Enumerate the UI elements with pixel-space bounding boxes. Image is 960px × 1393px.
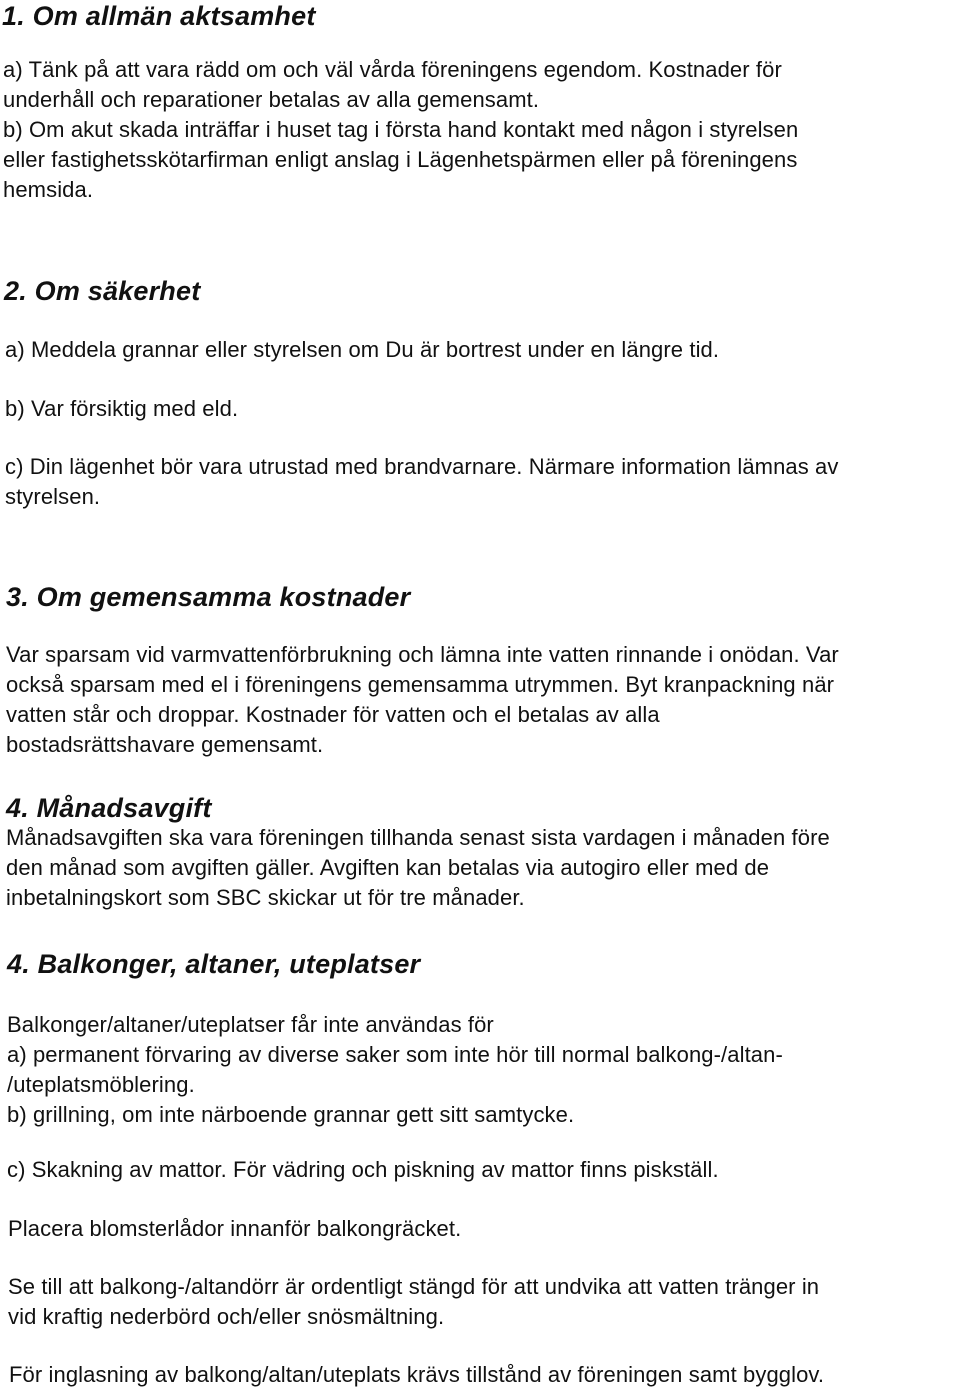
paragraph: b) Var försiktig med eld. xyxy=(5,396,239,421)
section-heading: 3. Om gemensamma kostnader xyxy=(6,582,411,612)
paragraph: Placera blomsterlådor innanför balkongräcket. xyxy=(8,1216,462,1241)
section-heading: 4. Balkonger, altaner, uteplatser xyxy=(7,949,421,979)
paragraph: Balkonger/altaner/uteplatser får inte användas för a) permanent förvaring av diverse saker som inte hör till normal balkong-/altan- /uteplatsmöblering. b) grillning, om inte närboende grannar gett sitt samtycke. xyxy=(7,1012,783,1127)
paragraph: c) Din lägenhet bör vara utrustad med brandvarnare. Närmare information lämnas av styrelsen. xyxy=(5,454,839,509)
paragraph: a) Tänk på att vara rädd om och väl vårda föreningens egendom. Kostnader för underhåll och reparationer betalas av alla gemensamt. b) Om akut skada inträffar i huset tag i första hand kontakt med någon i styrelsen eller fastighetsskötarfirman enligt anslag i Lägenhetspärmen eller på föreningens hemsida. xyxy=(3,57,799,202)
paragraph: a) Meddela grannar eller styrelsen om Du är bortrest under en längre tid. xyxy=(5,337,720,362)
paragraph: För inglasning av balkong/altan/uteplats krävs tillstånd av föreningen samt bygglov. xyxy=(9,1362,825,1387)
paragraph: Var sparsam vid varmvattenförbrukning och lämna inte vatten rinnande i onödan. Var också sparsam med el i föreningens gemensamma utrymmen. Byt kranpackning när vatten står och droppar. Kostnader för vatten och el betalas av alla bostadsrättshavare gemensamt. xyxy=(6,642,839,757)
paragraph: Månadsavgiften ska vara föreningen tillhanda senast sista vardagen i månaden före den månad som avgiften gäller. Avgiften kan betalas via autogiro eller med de inbetalningskort som SBC skickar ut för tre månader. xyxy=(6,825,830,910)
section-heading: 1. Om allmän aktsamhet xyxy=(2,1,316,31)
section-heading: 2. Om säkerhet xyxy=(4,276,201,306)
paragraph: c) Skakning av mattor. För vädring och piskning av mattor finns piskställ. xyxy=(7,1157,719,1182)
paragraph: Se till att balkong-/altandörr är ordentligt stängd för att undvika att vatten tränger in vid kraftig nederbörd och/eller snösmältning. xyxy=(8,1274,820,1329)
section-heading: 4. Månadsavgift xyxy=(6,793,212,823)
